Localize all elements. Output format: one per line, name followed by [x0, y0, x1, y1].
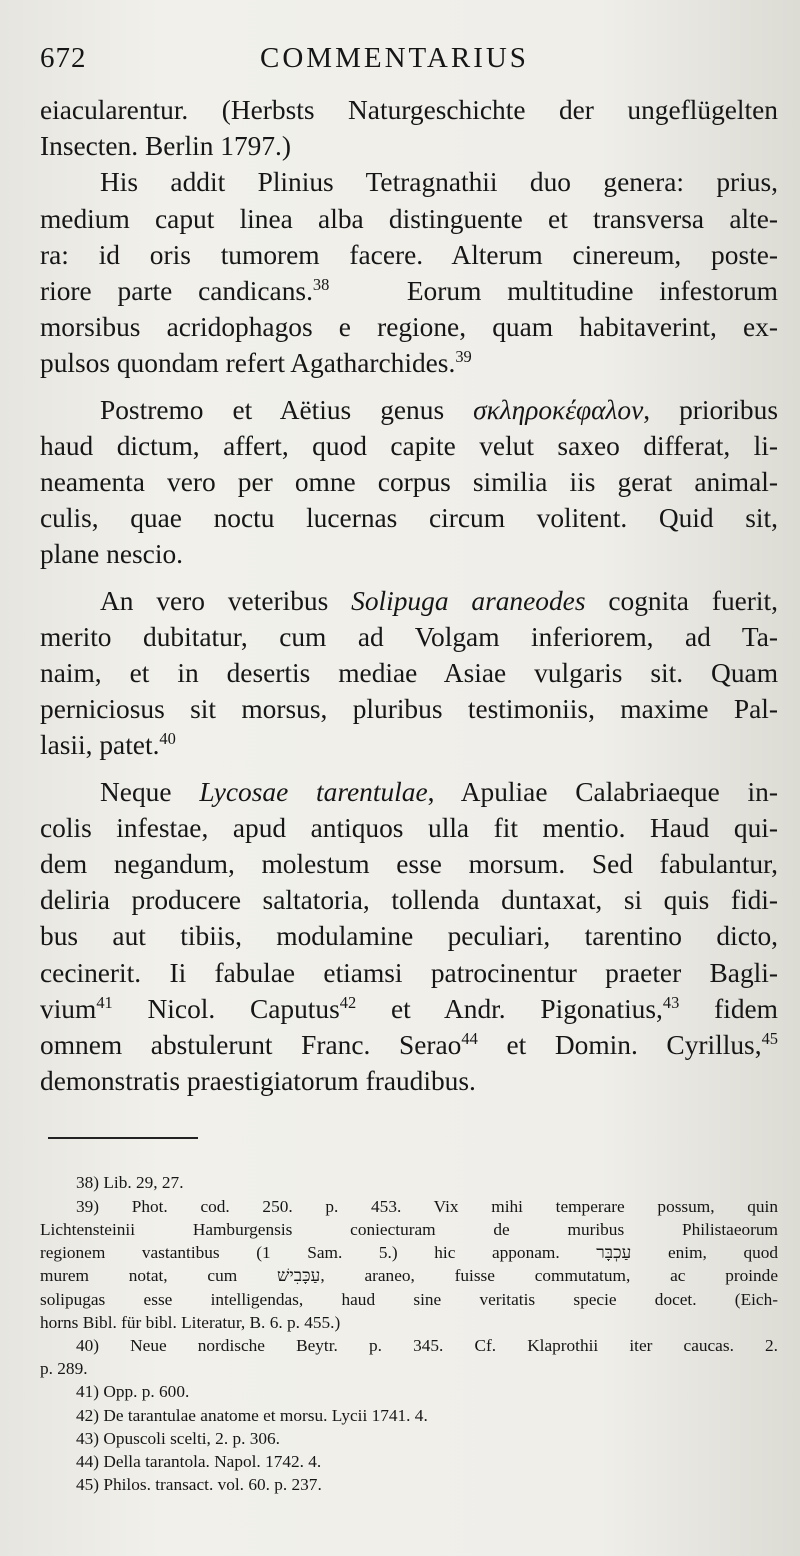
- text-line: [40, 1027, 778, 1063]
- text-fragment: An vero veteribus: [100, 585, 329, 616]
- note-ref-41: 41: [96, 992, 113, 1012]
- paragraph-5: [40, 774, 778, 1100]
- footnote-line: [40, 1241, 778, 1264]
- footnote-45: 45) Philos. transact. vol. 60. p. 237.: [76, 1475, 322, 1495]
- running-head: COMMENTARIUS: [260, 42, 529, 74]
- text-fragment: , prioribus: [643, 394, 778, 425]
- text-line: His addit Plinius Tetragnathii duo genera: prius,: [100, 167, 778, 198]
- footnote-line: Lichtensteinii Hamburgensis coniecturam de muribus Philistaeorum: [40, 1219, 778, 1239]
- text-line: bus aut tibiis, modulamine peculiari, tarentino dicto,: [40, 921, 778, 952]
- page-number: 672: [40, 42, 87, 74]
- paragraph-2: [40, 164, 778, 381]
- text-line: [40, 583, 778, 619]
- footnote-divider: [48, 1137, 198, 1139]
- text-fragment: fidem: [714, 993, 778, 1024]
- paragraph-3: [40, 392, 778, 573]
- footnote-40: 40) Neue nordische Beytr. p. 345. Cf. Klaprothii iter caucas. 2.: [76, 1335, 778, 1355]
- text-line: deliria producere saltatoria, tollenda duntaxat, si quis fidi-: [40, 885, 778, 916]
- text-fragment: riore parte candicans.: [40, 276, 313, 307]
- species-name: Solipuga araneodes: [351, 585, 586, 616]
- text-fragment: , Apuliae Calabriaeque in-: [427, 776, 778, 807]
- text-line: medium caput linea alba distinguente et transversa alte-: [40, 203, 778, 234]
- text-line: perniciosus sit morsus, pluribus testimoniis, maxime Pal-: [40, 694, 778, 725]
- footnote-line: p. 289.: [40, 1359, 88, 1379]
- text-line: cecinerit. Ii fabulae etiamsi patrocinentur praeter Bagli-: [40, 957, 778, 988]
- footnote-42: 42) De tarantulae anatome et morsu. Lycii 1741. 4.: [76, 1405, 428, 1425]
- note-ref-42: 42: [339, 992, 357, 1012]
- text-fragment: regionem vastantibus (1 Sam. 5.) hic apponam.: [40, 1243, 560, 1263]
- paragraph-4: [40, 583, 778, 764]
- text-fragment: , araneo, fuisse commutatum, ac proinde: [320, 1266, 778, 1286]
- footnotes: [40, 1171, 778, 1496]
- text-line: haud dictum, affert, quod capite velut saxeo differat, li-: [40, 430, 778, 461]
- text-line: morsibus acridophagos e regione, quam habitaverint, ex-: [40, 312, 778, 343]
- text-line: naim, et in desertis mediae Asiae vulgaris sit. Quam: [40, 658, 778, 689]
- footnote-38: 38) Lib. 29, 27.: [76, 1173, 184, 1193]
- note-ref-44: 44: [461, 1028, 478, 1048]
- footnote-line: horns Bibl. für bibl. Literatur, B. 6. p. 455.): [40, 1312, 341, 1332]
- text-fragment: et Domin. Cyrillus,: [506, 1030, 762, 1061]
- text-line: colis infestae, apud antiquos ulla fit mentio. Haud qui-: [40, 812, 778, 843]
- text-line: plane nescio.: [40, 539, 183, 570]
- text-fragment: enim, quod: [667, 1243, 779, 1263]
- footnote-43: 43) Opuscoli scelti, 2. p. 306.: [76, 1428, 280, 1448]
- text-line: [40, 727, 778, 763]
- text-fragment: Eorum multitudine infestorum: [406, 276, 778, 307]
- text-fragment: pulsos quondam refert Agatharchides.: [40, 348, 456, 379]
- text-line: neamenta vero per omne corpus similia iis gerat animal-: [40, 467, 778, 498]
- footnote-line: solipugas esse intelligendas, haud sine veritatis specie docet. (Eich-: [40, 1289, 778, 1309]
- page-header: [40, 38, 778, 88]
- hebrew-word: עַכְבָּר: [596, 1243, 632, 1263]
- text-line: ra: id oris tumorem facere. Alterum cinereum, poste-: [40, 239, 778, 270]
- text-line: [40, 774, 778, 810]
- text-fragment: vium: [40, 993, 97, 1024]
- text-line: merito dubitatur, cum ad Volgam inferiorem, ad Ta-: [40, 621, 778, 652]
- text-line: demonstratis praestigiatorum fraudibus.: [40, 1066, 476, 1097]
- footnote-44: 44) Della tarantola. Napol. 1742. 4.: [76, 1451, 322, 1471]
- text-line: [40, 273, 778, 309]
- text-fragment: lasii, patet.: [40, 730, 160, 761]
- note-ref-43: 43: [662, 992, 680, 1012]
- text-fragment: et Andr. Pigonatius,: [390, 993, 663, 1024]
- text-fragment: cognita fuerit,: [608, 585, 778, 616]
- paragraph-1: [40, 92, 778, 164]
- text-line: [40, 392, 778, 428]
- text-line: dem negandum, molestum esse morsum. Sed fabulantur,: [40, 849, 778, 880]
- note-ref-39: 39: [455, 347, 472, 367]
- text-fragment: Nicol. Caputus: [147, 993, 340, 1024]
- footnote-line: [40, 1264, 778, 1287]
- note-ref-38: 38: [312, 274, 330, 294]
- note-ref-45: 45: [761, 1028, 778, 1048]
- species-name: Lycosae tarentulae: [199, 776, 428, 807]
- hebrew-word: עַכָּבִישׁ: [277, 1266, 321, 1286]
- main-text: [40, 92, 778, 1099]
- text-fragment: omnem abstulerunt Franc. Serao: [40, 1030, 462, 1061]
- text-line: [40, 345, 778, 381]
- text-line: [40, 991, 778, 1027]
- text-fragment: Postremo et Aëtius genus: [100, 394, 445, 425]
- footnote-39: 39) Phot. cod. 250. p. 453. Vix mihi temperare possum, quin: [76, 1196, 778, 1216]
- text-fragment: Neque: [100, 776, 172, 807]
- greek-word: σκληροκέφαλον: [473, 394, 644, 425]
- note-ref-40: 40: [159, 729, 176, 749]
- text-line: culis, quae noctu lucernas circum volitent. Quid sit,: [40, 503, 778, 534]
- text-line: eiacularentur. (Herbsts Naturgeschichte der ungeflügelten: [40, 95, 778, 125]
- text-fragment: murem notat, cum: [40, 1266, 238, 1286]
- footnote-41: 41) Opp. p. 600.: [76, 1382, 190, 1402]
- text-line: Insecten. Berlin 1797.): [40, 131, 292, 162]
